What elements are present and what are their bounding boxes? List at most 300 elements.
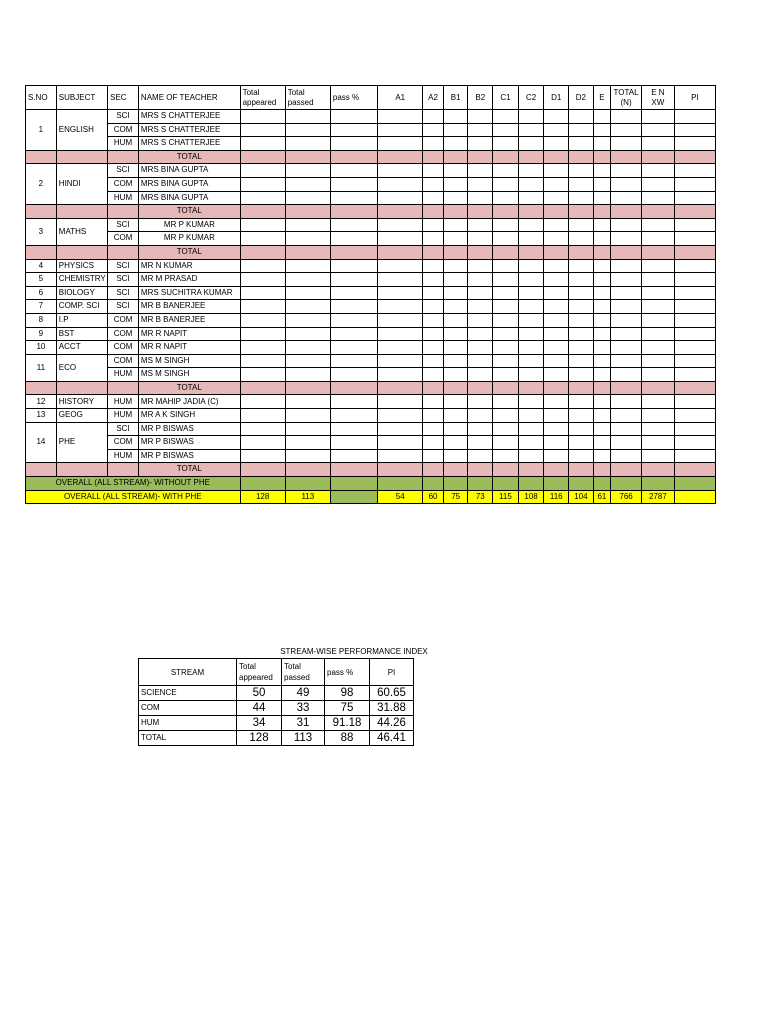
data-cell [240, 436, 285, 450]
data-cell [423, 150, 444, 164]
data-cell [593, 110, 610, 124]
data-cell [443, 205, 468, 219]
data-cell [423, 327, 444, 341]
serial-cell: 2 [26, 164, 57, 205]
data-cell [674, 123, 715, 137]
data-cell [285, 191, 330, 205]
overall-label: OVERALL (ALL STREAM)- WITH PHE [26, 490, 241, 504]
data-cell [378, 422, 423, 436]
data-cell [641, 463, 674, 477]
data-cell [641, 354, 674, 368]
data-cell [569, 477, 594, 491]
overall-pass-pct-cell [330, 490, 377, 504]
serial-cell: 13 [26, 409, 57, 423]
overall-without-phe-row [26, 477, 716, 491]
stream-performance-table [138, 658, 414, 746]
data-cell [641, 259, 674, 273]
data-cell [569, 422, 594, 436]
header-cell: SEC [108, 86, 139, 110]
data-cell [240, 232, 285, 246]
spacer-cell [26, 245, 57, 259]
data-cell [518, 232, 544, 246]
data-cell [443, 110, 468, 124]
section-cell: SCI [108, 300, 139, 314]
data-cell [468, 191, 493, 205]
overall-label: OVERALL (ALL STREAM)- WITHOUT PHE [26, 477, 241, 491]
data-cell [423, 177, 444, 191]
data-cell [378, 313, 423, 327]
data-cell [593, 123, 610, 137]
data-cell [593, 191, 610, 205]
data-cell [240, 177, 285, 191]
teacher-cell: MR B BANERJEE [138, 313, 240, 327]
subject-cell: BIOLOGY [56, 286, 107, 300]
data-cell [518, 177, 544, 191]
data-cell [468, 449, 493, 463]
data-cell [611, 286, 642, 300]
data-cell [544, 313, 569, 327]
data-cell [593, 422, 610, 436]
data-cell [330, 232, 377, 246]
pass-pct-cell: 75 [325, 701, 370, 716]
data-cell [240, 191, 285, 205]
data-cell [493, 150, 519, 164]
data-cell [443, 245, 468, 259]
data-cell [641, 327, 674, 341]
total-label: TOTAL [138, 245, 240, 259]
data-cell [285, 177, 330, 191]
data-cell [240, 477, 285, 491]
data-cell [423, 409, 444, 423]
stream-name: COM [139, 701, 237, 716]
section-cell: COM [108, 177, 139, 191]
data-cell [378, 477, 423, 491]
data-cell [240, 218, 285, 232]
total-row [26, 381, 716, 395]
data-cell [285, 327, 330, 341]
data-cell [240, 300, 285, 314]
subject-cell: GEOG [56, 409, 107, 423]
data-cell [378, 191, 423, 205]
data-cell [544, 205, 569, 219]
teacher-cell: MR MAHIP JADIA (C) [138, 395, 240, 409]
teacher-cell: MRS S CHATTERJEE [138, 137, 240, 151]
total-row [26, 463, 716, 477]
data-cell [569, 313, 594, 327]
data-cell [443, 150, 468, 164]
data-cell [593, 273, 610, 287]
data-cell [611, 449, 642, 463]
data-cell [240, 381, 285, 395]
data-cell [641, 150, 674, 164]
header-cell: PI [674, 86, 715, 110]
subject-cell: PHE [56, 422, 107, 463]
data-cell [518, 137, 544, 151]
data-cell [611, 123, 642, 137]
table-row [26, 110, 716, 124]
data-cell [423, 381, 444, 395]
data-cell [569, 381, 594, 395]
data-cell [378, 259, 423, 273]
data-cell [240, 409, 285, 423]
data-cell [285, 286, 330, 300]
data-cell [443, 341, 468, 355]
data-cell [443, 137, 468, 151]
data-cell [240, 313, 285, 327]
subject-cell: HISTORY [56, 395, 107, 409]
data-cell [240, 368, 285, 382]
passed-cell: 31 [282, 716, 325, 731]
overall-C1-cell: 115 [493, 490, 519, 504]
header-cell: D1 [544, 86, 569, 110]
serial-cell: 1 [26, 110, 57, 151]
teacher-cell: MRS BINA GUPTA [138, 164, 240, 178]
data-cell [468, 232, 493, 246]
data-cell [544, 150, 569, 164]
data-cell [641, 164, 674, 178]
data-cell [330, 273, 377, 287]
data-cell [285, 205, 330, 219]
data-cell [518, 123, 544, 137]
data-cell [518, 422, 544, 436]
stream-name: HUM [139, 716, 237, 731]
data-cell [493, 123, 519, 137]
data-cell [593, 232, 610, 246]
data-cell [593, 463, 610, 477]
data-cell [518, 477, 544, 491]
data-cell [674, 368, 715, 382]
data-cell [378, 286, 423, 300]
table-row [26, 422, 716, 436]
data-cell [330, 449, 377, 463]
data-cell [468, 409, 493, 423]
total-label: TOTAL [138, 150, 240, 164]
serial-cell: 3 [26, 218, 57, 245]
data-cell [330, 110, 377, 124]
data-cell [493, 218, 519, 232]
overall-E-cell: 61 [593, 490, 610, 504]
data-cell [518, 381, 544, 395]
data-cell [493, 313, 519, 327]
data-cell [423, 137, 444, 151]
data-cell [443, 449, 468, 463]
data-cell [443, 300, 468, 314]
appeared-cell: 50 [237, 686, 282, 701]
data-cell [285, 436, 330, 450]
data-cell [285, 218, 330, 232]
data-cell [443, 164, 468, 178]
serial-cell: 6 [26, 286, 57, 300]
data-cell [569, 137, 594, 151]
data-cell [423, 232, 444, 246]
data-cell [593, 354, 610, 368]
overall-enxw-cell: 2787 [641, 490, 674, 504]
data-cell [593, 245, 610, 259]
data-cell [330, 409, 377, 423]
data-cell [330, 381, 377, 395]
section-cell: COM [108, 313, 139, 327]
data-cell [518, 341, 544, 355]
data-cell [569, 273, 594, 287]
data-cell [493, 259, 519, 273]
data-cell [423, 286, 444, 300]
data-cell [423, 300, 444, 314]
data-cell [569, 232, 594, 246]
data-cell [443, 286, 468, 300]
section-cell: SCI [108, 422, 139, 436]
data-cell [468, 177, 493, 191]
subject-cell: HINDI [56, 164, 107, 205]
data-cell [285, 313, 330, 327]
spacer-cell [56, 205, 107, 219]
subject-cell: I.P [56, 313, 107, 327]
data-cell [641, 341, 674, 355]
header-cell: A2 [423, 86, 444, 110]
data-cell [378, 245, 423, 259]
data-cell [285, 232, 330, 246]
data-cell [378, 381, 423, 395]
data-cell [593, 449, 610, 463]
teacher-cell: MS M SINGH [138, 368, 240, 382]
section-cell: HUM [108, 191, 139, 205]
data-cell [493, 477, 519, 491]
data-cell [493, 245, 519, 259]
data-cell [468, 327, 493, 341]
data-cell [330, 150, 377, 164]
data-cell [544, 368, 569, 382]
data-cell [378, 164, 423, 178]
data-cell [611, 436, 642, 450]
data-cell [674, 218, 715, 232]
header-cell: pass % [325, 659, 370, 686]
data-cell [518, 150, 544, 164]
results-table [25, 85, 716, 504]
data-cell [378, 341, 423, 355]
data-cell [674, 191, 715, 205]
data-cell [593, 137, 610, 151]
subject-cell: MATHS [56, 218, 107, 245]
data-cell [378, 218, 423, 232]
data-cell [468, 381, 493, 395]
data-cell [330, 300, 377, 314]
spacer-cell [26, 463, 57, 477]
data-cell [240, 354, 285, 368]
results-table-body [26, 86, 716, 504]
data-cell [493, 327, 519, 341]
data-cell [423, 422, 444, 436]
data-cell [423, 110, 444, 124]
data-cell [468, 477, 493, 491]
data-cell [544, 477, 569, 491]
data-cell [544, 259, 569, 273]
section-cell: COM [108, 327, 139, 341]
data-cell [569, 327, 594, 341]
data-cell [493, 232, 519, 246]
data-cell [330, 368, 377, 382]
pass-pct-cell: 88 [325, 731, 370, 746]
data-cell [544, 436, 569, 450]
data-cell [468, 273, 493, 287]
data-cell [611, 395, 642, 409]
data-cell [468, 110, 493, 124]
stream-name: TOTAL [139, 731, 237, 746]
section-cell: SCI [108, 164, 139, 178]
data-cell [468, 164, 493, 178]
data-cell [674, 259, 715, 273]
data-cell [443, 327, 468, 341]
data-cell [593, 436, 610, 450]
data-cell [544, 232, 569, 246]
data-cell [641, 422, 674, 436]
data-cell [674, 164, 715, 178]
data-cell [468, 137, 493, 151]
data-cell [674, 395, 715, 409]
data-cell [611, 463, 642, 477]
section-cell: SCI [108, 273, 139, 287]
overall-passed-cell: 113 [285, 490, 330, 504]
data-cell [641, 205, 674, 219]
data-cell [569, 449, 594, 463]
teacher-cell: MR R NAPIT [138, 341, 240, 355]
table-row [26, 164, 716, 178]
data-cell [544, 341, 569, 355]
data-cell [285, 110, 330, 124]
header-cell: B2 [468, 86, 493, 110]
data-cell [641, 381, 674, 395]
data-cell [674, 409, 715, 423]
data-cell [569, 354, 594, 368]
data-cell [569, 368, 594, 382]
data-cell [330, 341, 377, 355]
data-cell [240, 123, 285, 137]
data-cell [468, 123, 493, 137]
table-row [26, 409, 716, 423]
data-cell [330, 218, 377, 232]
header-cell: S.NO [26, 86, 57, 110]
data-cell [674, 354, 715, 368]
data-cell [423, 218, 444, 232]
teacher-cell: MRS SUCHITRA KUMAR [138, 286, 240, 300]
data-cell [285, 449, 330, 463]
data-cell [641, 123, 674, 137]
spacer-cell [108, 463, 139, 477]
data-cell [611, 422, 642, 436]
data-cell [593, 259, 610, 273]
teacher-cell: MRS BINA GUPTA [138, 191, 240, 205]
data-cell [285, 422, 330, 436]
subject-cell: CHEMISTRY [56, 273, 107, 287]
data-cell [674, 341, 715, 355]
data-cell [240, 110, 285, 124]
data-cell [443, 218, 468, 232]
table-row [26, 137, 716, 151]
overall-B2-cell: 73 [468, 490, 493, 504]
data-cell [378, 150, 423, 164]
appeared-cell: 44 [237, 701, 282, 716]
data-cell [611, 341, 642, 355]
table-row [26, 436, 716, 450]
data-cell [593, 477, 610, 491]
serial-cell: 5 [26, 273, 57, 287]
data-cell [611, 150, 642, 164]
data-cell [593, 395, 610, 409]
pi-cell: 46.41 [370, 731, 414, 746]
data-cell [518, 313, 544, 327]
data-cell [569, 395, 594, 409]
data-cell [330, 422, 377, 436]
table-row [26, 313, 716, 327]
data-cell [611, 232, 642, 246]
section-cell: SCI [108, 110, 139, 124]
data-cell [468, 463, 493, 477]
data-cell [674, 286, 715, 300]
data-cell [593, 341, 610, 355]
data-cell [468, 368, 493, 382]
data-cell [330, 313, 377, 327]
data-cell [285, 463, 330, 477]
header-cell: Total passed [285, 86, 330, 110]
data-cell [330, 123, 377, 137]
teacher-cell: MS M SINGH [138, 354, 240, 368]
data-cell [544, 395, 569, 409]
data-cell [674, 205, 715, 219]
data-cell [493, 286, 519, 300]
data-cell [285, 150, 330, 164]
data-cell [593, 150, 610, 164]
data-cell [518, 205, 544, 219]
data-cell [518, 354, 544, 368]
data-cell [493, 205, 519, 219]
header-cell: SUBJECT [56, 86, 107, 110]
table-row [26, 123, 716, 137]
section-cell: SCI [108, 259, 139, 273]
data-cell [285, 395, 330, 409]
data-cell [378, 123, 423, 137]
section-cell: HUM [108, 137, 139, 151]
data-cell [569, 300, 594, 314]
spacer-cell [108, 205, 139, 219]
data-cell [240, 273, 285, 287]
data-cell [593, 327, 610, 341]
data-cell [443, 232, 468, 246]
data-cell [518, 327, 544, 341]
data-cell [330, 137, 377, 151]
data-cell [569, 110, 594, 124]
teacher-cell: MR P BISWAS [138, 422, 240, 436]
data-cell [611, 327, 642, 341]
data-cell [378, 368, 423, 382]
subject-cell: ACCT [56, 341, 107, 355]
data-cell [285, 354, 330, 368]
section-cell: SCI [108, 286, 139, 300]
data-cell [493, 354, 519, 368]
teacher-cell: MR M PRASAD [138, 273, 240, 287]
data-cell [240, 449, 285, 463]
total-label: TOTAL [138, 205, 240, 219]
data-cell [240, 259, 285, 273]
data-cell [674, 449, 715, 463]
data-cell [544, 286, 569, 300]
data-cell [641, 436, 674, 450]
table-row [26, 177, 716, 191]
spacer-cell [56, 245, 107, 259]
section-cell: HUM [108, 409, 139, 423]
data-cell [674, 381, 715, 395]
data-cell [641, 300, 674, 314]
data-cell [378, 436, 423, 450]
data-cell [518, 245, 544, 259]
data-cell [423, 245, 444, 259]
